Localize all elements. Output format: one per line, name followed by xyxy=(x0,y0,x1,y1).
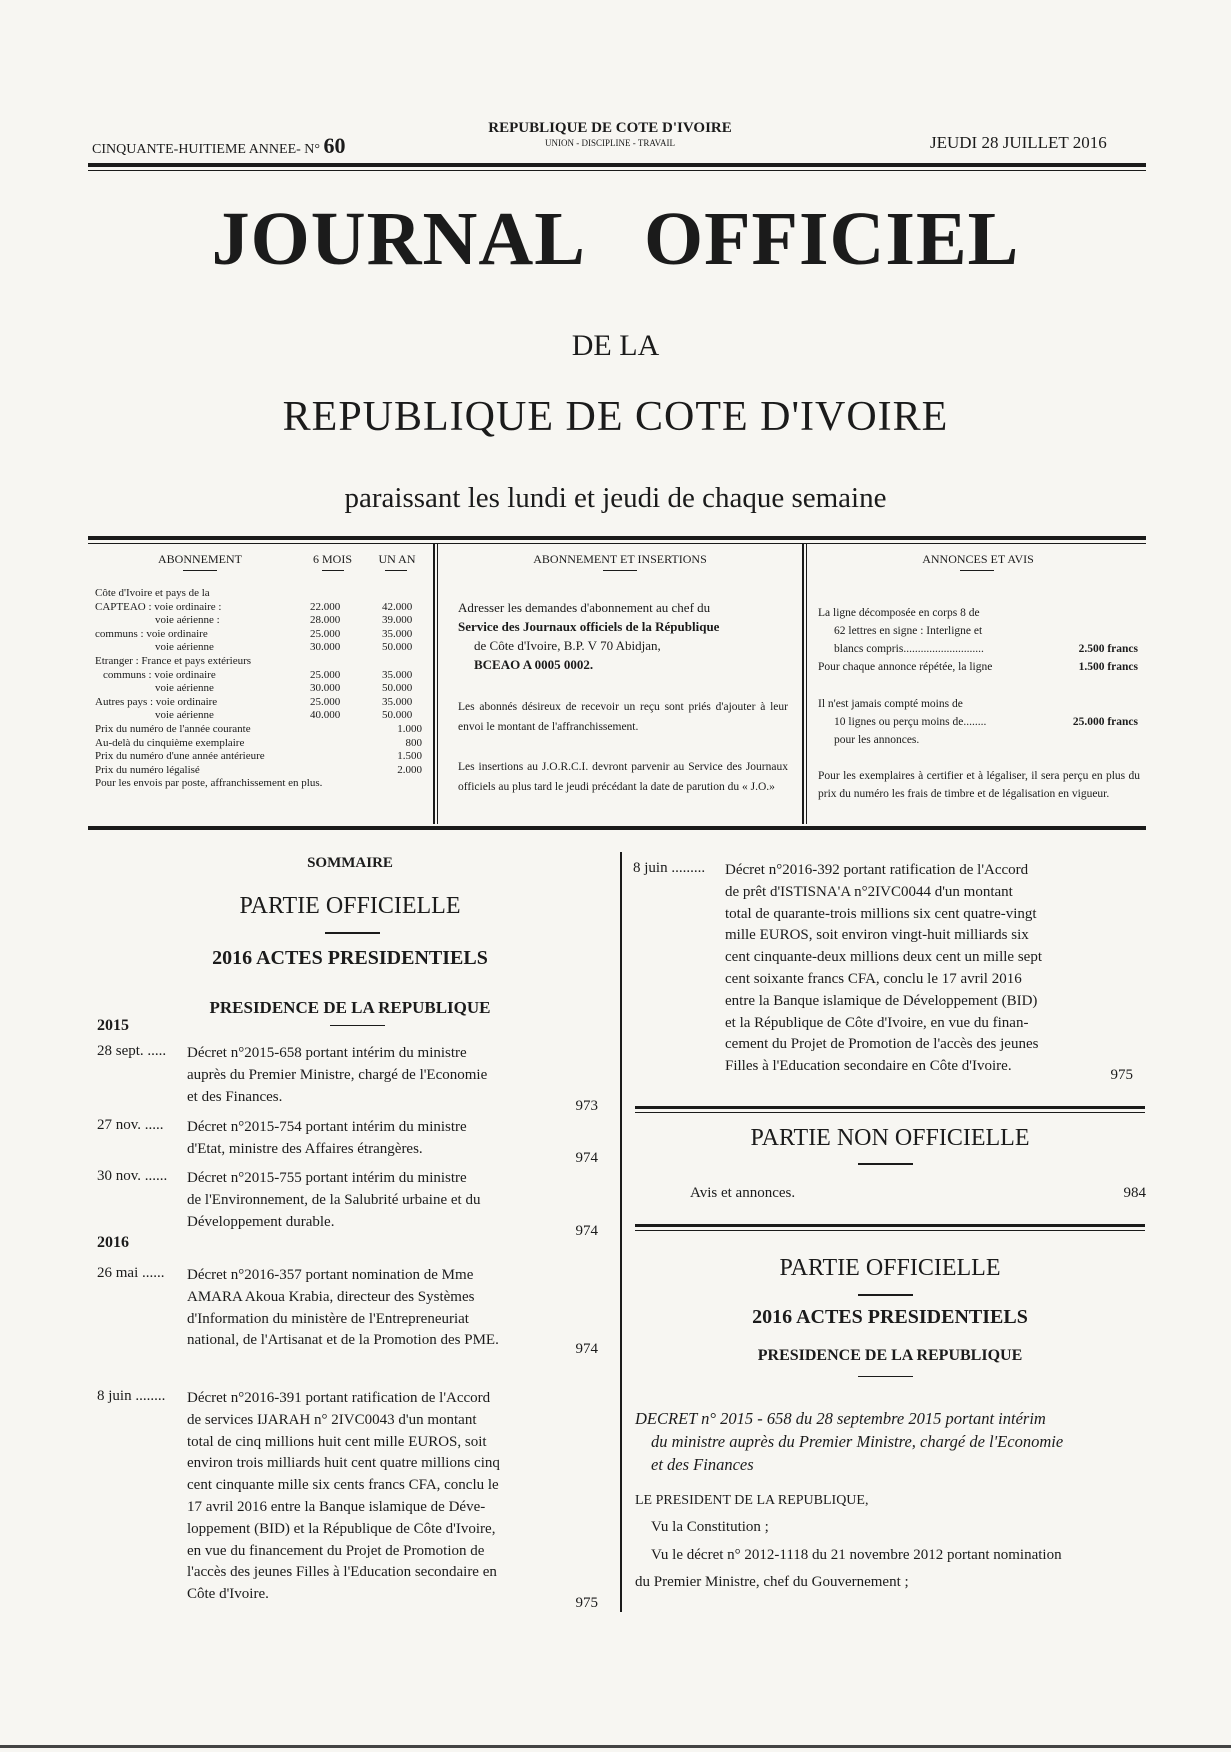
entry-page-number: 975 xyxy=(1110,1067,1133,1084)
title-word-journal: JOURNAL xyxy=(211,197,586,281)
decree-title-line: du ministre auprès du Premier Ministre, chargé de l'Economie xyxy=(651,1432,1064,1451)
subscription-6-months: 22.000 xyxy=(310,600,341,613)
subscription-row-label: Côte d'Ivoire et pays de la xyxy=(95,587,210,599)
subscription-6-months: 30.000 xyxy=(310,682,341,695)
subscription-row-label: Au-delà du cinquième exemplaire xyxy=(95,736,245,749)
table-bottom-rule xyxy=(88,826,1146,830)
insertions-receipt-note: Les abonnés désireux de recevoir un reçu sont priés d'ajouter à leur envoi le montant de l'affranchissement. xyxy=(458,701,788,733)
entry-text-line: d'Information du ministère de l'Entrepreneuriat xyxy=(187,1310,469,1327)
rate-line: blancs compris xyxy=(834,643,904,655)
sommaire-part-officielle: PARTIE OFFICIELLE xyxy=(239,893,461,919)
subscription-one-year: 50.000 xyxy=(382,709,413,722)
subscription-one-year: 39.000 xyxy=(382,614,413,627)
edition-number xyxy=(92,133,346,159)
entry-text-line: Décret n°2015-754 portant intérim du ministre xyxy=(187,1119,467,1135)
subscription-one-year: 42.000 xyxy=(382,600,413,613)
rate-price: 25.000 francs xyxy=(1072,716,1138,728)
entry-date: 27 nov. ..... xyxy=(97,1117,164,1133)
rate-price: 1.500 francs xyxy=(1078,661,1138,673)
header-rule xyxy=(88,163,1146,167)
subscription-one-year: 1.000 xyxy=(397,722,422,735)
journal-title xyxy=(0,196,1231,283)
subscription-one-year: 35.000 xyxy=(382,627,413,640)
header-rule-thin xyxy=(88,170,1146,171)
insertions-head: ABONNEMENT ET INSERTIONS xyxy=(533,552,707,566)
subscription-6-months: 30.000 xyxy=(310,641,341,654)
entry-date: 8 juin ........ xyxy=(97,1388,166,1404)
head-underline xyxy=(385,570,407,571)
subscription-one-year: 35.000 xyxy=(382,695,413,708)
entry-date: 30 nov. ...... xyxy=(97,1168,168,1184)
subscription-one-year: 50.000 xyxy=(382,641,413,654)
col-one-year: UN AN xyxy=(378,552,416,566)
subtitle-country: REPUBLIQUE DE COTE D'IVOIRE xyxy=(282,394,949,440)
edition-label: CINQUANTE-HUITIEME ANNEE- N° xyxy=(92,142,320,157)
subscription-row-label: Pour les envois par poste, affranchissement en plus. xyxy=(95,777,323,790)
annonces-legalisation-note: Pour les exemplaires à certifier et à légaliser, il sera perçu en plus du prix du numéro les frais de timbre et de légalisation en vigueur. xyxy=(818,770,1140,800)
subscription-row-label: communs : voie ordinaire xyxy=(95,627,208,640)
subscription-row-label: Autres pays : voie ordinaire xyxy=(95,695,218,708)
sommaire-section: 2016 ACTES PRESIDENTIELS xyxy=(212,947,488,969)
partie-non-officielle: PARTIE NON OFFICIELLE xyxy=(750,1125,1030,1151)
subscription-one-year: 2.000 xyxy=(397,763,422,776)
entry-text-line: AMARA Akoua Krabia, directeur des Systèmes xyxy=(187,1288,475,1305)
table-top-rule xyxy=(88,536,1146,540)
entry-text-line: cement du Projet de Promotion de l'accès des jeunes xyxy=(725,1036,1039,1053)
rate-line: Pour chaque annonce répétée, la ligne xyxy=(818,661,993,673)
col-6-months: 6 MOIS xyxy=(312,552,352,566)
issue-number: 60 xyxy=(323,133,346,158)
address-line: de Côte d'Ivoire, B.P. V 70 Abidjan, xyxy=(474,638,661,653)
insertions-address xyxy=(458,598,788,674)
divider xyxy=(858,1376,913,1377)
entry-date: 28 sept. ..... xyxy=(97,1043,167,1059)
subscription-one-year: 35.000 xyxy=(382,668,413,681)
entry-text-line: Décret n°2016-391 portant ratification de l'Accord xyxy=(187,1390,491,1406)
rate-line: La ligne décomposée en corps 8 de xyxy=(818,607,980,619)
table-top-rule-thin xyxy=(88,543,1146,544)
entry-text-line: Filles à l'Education secondaire en Côte d'Ivoire. xyxy=(725,1058,1012,1075)
entry-text-line: en vue du financement du Projet de Promotion de xyxy=(187,1542,485,1559)
entry-text-line: 17 avril 2016 entre la Banque islamique de Déve- xyxy=(187,1499,486,1515)
subscription-row-label: voie aérienne : xyxy=(155,614,220,627)
subscription-head: ABONNEMENT xyxy=(158,552,242,566)
subscription-row-label: Etranger : France et pays extérieurs xyxy=(95,654,252,667)
entry-text-line: Développement durable. xyxy=(187,1213,335,1230)
page-bottom-edge xyxy=(0,1745,1231,1748)
head-underline xyxy=(322,570,344,571)
subscription-row-label: Prix du numéro de l'année courante xyxy=(95,722,251,735)
entry-page-number: 973 xyxy=(575,1097,598,1114)
issue-date: JEUDI 28 JUILLET 2016 xyxy=(930,133,1107,152)
year-2016: 2016 xyxy=(97,1234,129,1251)
entry-text-line: l'accès des jeunes Filles à l'Education secondaire en xyxy=(187,1564,497,1581)
entry-text-line: loppement (BID) et la République de Côte d'Ivoire, xyxy=(187,1520,496,1537)
entry-text-line: mille EUROS, soit environ vingt-huit milliards six xyxy=(725,927,1029,944)
subscription-6-months: 25.000 xyxy=(310,668,341,681)
entry-page-number: 974 xyxy=(575,1222,598,1239)
rate-line: 10 lignes ou perçu moins de xyxy=(834,716,964,728)
entry-text-line: de prêt d'ISTISNA'A n°2IVC0044 d'un montant xyxy=(725,883,1013,900)
subscription-row-label: voie aérienne xyxy=(155,641,214,654)
rate-line: Il n'est jamais compté moins de xyxy=(818,698,963,710)
entry-page-number: 974 xyxy=(575,1341,598,1358)
body-section: 2016 ACTES PRESIDENTIELS xyxy=(752,1306,1028,1328)
insertions-deadline-note: Les insertions au J.O.R.C.I. devront parvenir au Service des Journaux officiels au plus tard le jeudi précédant la date de parution du « J.O.» xyxy=(458,761,788,793)
entry-text-line: de services IJARAH n° 2IVC0043 d'un montant xyxy=(187,1411,477,1428)
entry-text-line: cent cinquante-deux millions deux cent un mille sept xyxy=(725,949,1042,966)
republic-header xyxy=(450,120,770,148)
divider xyxy=(330,1025,385,1026)
divider xyxy=(325,932,380,934)
subscription-6-months: 25.000 xyxy=(310,627,341,640)
title-word-officiel: OFFICIEL xyxy=(643,197,1020,281)
body-part-officielle: PARTIE OFFICIELLE xyxy=(779,1255,1001,1281)
sommaire-presidence: PRESIDENCE DE LA REPUBLIQUE xyxy=(209,998,491,1017)
entry-text-line: Décret n°2016-392 portant ratification de l'Accord xyxy=(725,862,1029,878)
decree-title-line: et des Finances xyxy=(651,1455,754,1474)
divider xyxy=(858,1163,913,1165)
entry-page-number: 974 xyxy=(575,1149,598,1166)
vu-decret-line: Vu le décret n° 2012-1118 du 21 novembre 2012 portant nomination xyxy=(651,1547,1062,1563)
republic-name: REPUBLIQUE DE COTE D'IVOIRE xyxy=(488,120,732,136)
divider xyxy=(635,1112,1145,1113)
address-line: Service des Journaux officiels de la République xyxy=(458,619,720,634)
table-divider-1b xyxy=(437,544,438,824)
divider xyxy=(858,1294,913,1296)
entry-text-line: auprès du Premier Ministre, chargé de l'Economie xyxy=(187,1066,488,1083)
avis-page-number: 984 xyxy=(1123,1185,1146,1201)
head-underline xyxy=(960,570,994,571)
address-line: BCEAO A 0005 0002. xyxy=(474,657,594,672)
publication-frequency: paraissant les lundi et jeudi de chaque semaine xyxy=(344,482,887,514)
entry-text-line: de l'Environnement, de la Salubrité urbaine et du xyxy=(187,1191,481,1208)
vu-decret-line: du Premier Ministre, chef du Gouvernement ; xyxy=(635,1574,909,1590)
subscription-one-year: 800 xyxy=(405,736,422,749)
entry-text-line: Décret n°2015-755 portant intérim du ministre xyxy=(187,1170,467,1186)
head-underline xyxy=(183,570,217,571)
body-presidence: PRESIDENCE DE LA REPUBLIQUE xyxy=(757,1347,1023,1364)
decree-title xyxy=(635,1407,1150,1476)
entry-text-line: total de cinq millions huit cent mille EUROS, soit xyxy=(187,1433,487,1450)
annonces-rates: La ligne décomposée en corps 8 de 62 lettres en signe : Interligne et blancs compris............................ 2.500 francs Pour chaque annonce répétée, la ligne 1.500 francs xyxy=(818,604,1138,676)
subscription-one-year: 50.000 xyxy=(382,682,413,695)
vu-constitution: Vu la Constitution ; xyxy=(651,1519,769,1535)
subscription-row-label: CAPTEAO : voie ordinaire : xyxy=(95,600,222,613)
address-line: Adresser les demandes d'abonnement au chef du xyxy=(458,600,711,615)
entry-date: 26 mai ...... xyxy=(97,1265,165,1281)
avis-annonces: Avis et annonces. xyxy=(690,1185,796,1201)
table-divider-2 xyxy=(802,544,804,824)
rate-line: pour les annonces. xyxy=(834,734,920,746)
rate-price: 2.500 francs xyxy=(1078,643,1138,655)
entry-text-line: et des Finances. xyxy=(187,1088,283,1105)
table-divider-2b xyxy=(806,544,807,824)
divider xyxy=(635,1224,1145,1227)
entry-text-line: national, de l'Artisanat et de la Promotion des PME. xyxy=(187,1332,499,1349)
subscription-6-months: 25.000 xyxy=(310,695,341,708)
subscription-6-months: 40.000 xyxy=(310,709,341,722)
rate-line: 62 lettres en signe : Interligne et xyxy=(834,625,983,637)
entry-text-line: Décret n°2016-357 portant nomination de Mme xyxy=(187,1267,474,1283)
divider xyxy=(635,1230,1145,1231)
entry-text-line: d'Etat, ministre des Affaires étrangères. xyxy=(187,1140,423,1157)
decree-title-line: DECRET n° 2015 - 658 du 28 septembre 2015 portant intérim xyxy=(635,1409,1046,1428)
subscription-row-label: voie aérienne xyxy=(155,682,214,695)
entry-text-line: environ trois milliards huit cent quatre millions cinq xyxy=(187,1455,500,1472)
subscription-6-months: 28.000 xyxy=(310,614,341,627)
subscription-row-label: communs : voie ordinaire xyxy=(103,668,216,681)
entry-text-line: Côte d'Ivoire. xyxy=(187,1586,269,1603)
entry-text-line: cent soixante francs CFA, conclu le 17 avril 2016 xyxy=(725,971,1022,987)
national-motto: UNION - DISCIPLINE - TRAVAIL xyxy=(545,138,675,148)
annonces-minimum: Il n'est jamais compté moins de 10 lignes ou perçu moins de........ 25.000 francs pour les annonces. xyxy=(818,695,1138,749)
entry-text-line: entre la Banque islamique de Développement (BID) xyxy=(725,992,1038,1009)
entry-date: 8 juin ......... xyxy=(633,860,706,876)
table-divider-1 xyxy=(433,544,435,824)
subscription-one-year: 1.500 xyxy=(397,750,422,763)
subscription-row-label: voie aérienne xyxy=(155,709,214,722)
entry-page-number: 975 xyxy=(575,1595,598,1612)
annonces-head: ANNONCES ET AVIS xyxy=(922,552,1034,566)
subscription-row-label: Prix du numéro d'une année antérieure xyxy=(95,750,265,763)
subtitle-de-la: DE LA xyxy=(571,329,660,362)
entry-text-line: Décret n°2015-658 portant intérim du ministre xyxy=(187,1045,467,1061)
year-2015: 2015 xyxy=(97,1017,129,1034)
column-separator xyxy=(620,852,622,1612)
sommaire-title: SOMMAIRE xyxy=(307,855,393,871)
subscription-row-label: Prix du numéro légalisé xyxy=(95,763,200,776)
president-line: LE PRESIDENT DE LA REPUBLIQUE, xyxy=(635,1493,869,1508)
head-underline xyxy=(603,570,637,571)
entry-text-line: total de quarante-trois millions six cent quatre-vingt xyxy=(725,905,1037,922)
entry-text-line: cent cinquante mille six cents francs CFA, conclu le xyxy=(187,1477,499,1494)
entry-text-line: et la République de Côte d'Ivoire, en vue du finan- xyxy=(725,1014,1029,1031)
divider xyxy=(635,1106,1145,1109)
